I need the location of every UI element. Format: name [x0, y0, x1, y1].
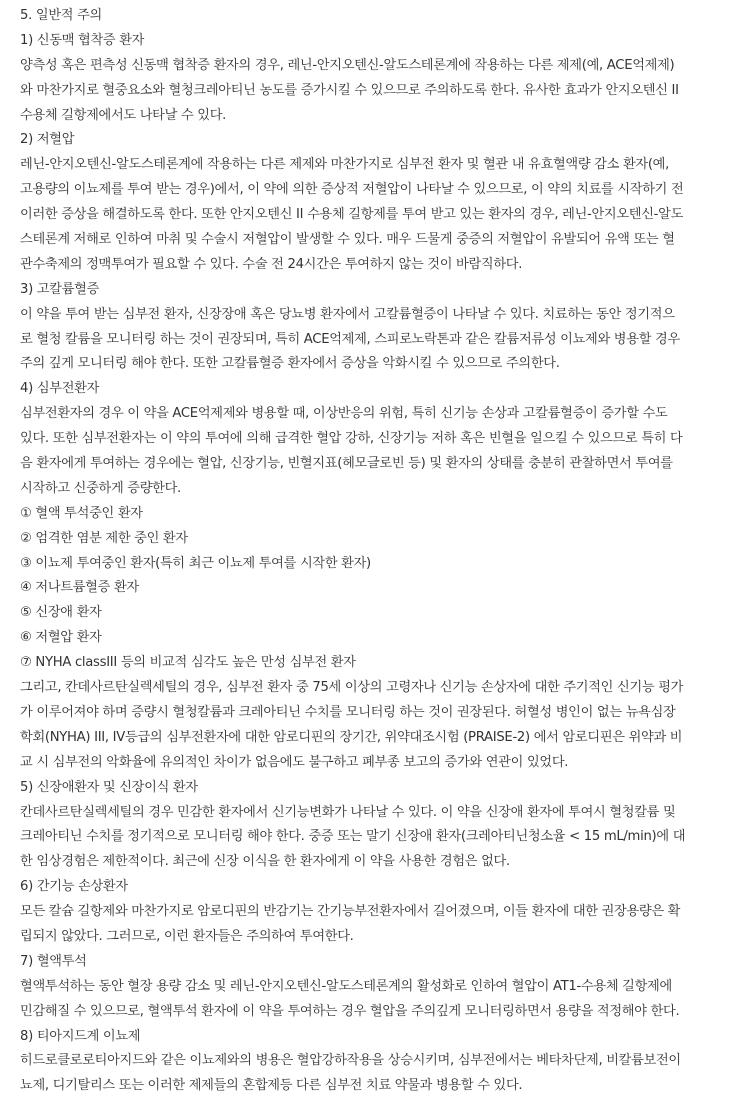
list-item: ① 혈액 투석중인 환자 — [20, 505, 143, 521]
body-text-line: 립되지 않았다. 그러므로, 이런 환자들은 주의하여 투여한다. — [20, 928, 354, 944]
body-text-line: 수용체 길항제에서도 나타날 수 있다. — [20, 107, 227, 123]
body-text-line: 한 임상경험은 제한적이다. 최근에 신장 이식을 한 환자에게 이 약을 사용한 경험은 없다. — [20, 854, 510, 870]
section-heading: 3) 고칼륨혈증 — [20, 281, 100, 297]
section-heading: 5. 일반적 주의 — [20, 8, 102, 23]
list-item: ② 엄격한 염분 제한 중인 환자 — [20, 530, 188, 546]
body-text-line: 있다. 또한 심부전환자는 이 약의 투여에 의해 급격한 혈압 강하, 신장기능 저하 혹은 빈혈을 일으킬 수 있으므로 특히 다 — [20, 431, 683, 447]
body-text-line: 뇨제, 디기탈리스 또는 이러한 제제들의 혼합제등 다른 심부전 치료 약물과 병용할 수 있다. — [20, 1078, 523, 1094]
body-text-line: 학회(NYHA) III, IV등급의 심부전환자에 대한 암로디핀의 장기간, 위약대조시험 (PRAISE-2) 에서 암로디핀은 위약과 비 — [20, 729, 683, 745]
body-text-line: 모든 칼슘 길항제와 마찬가지로 암로디핀의 반감기는 간기능부전환자에서 길어졌으며, 이들 환자에 대한 권장용량은 확 — [20, 904, 681, 920]
body-text-line: 칸데사르탄실렉세틸의 경우 민감한 환자에서 신기능변화가 나타날 수 있다. 이 약을 신장애 환자에 투여시 혈청칼륨 및 — [20, 804, 676, 820]
body-text-line: 이 약을 투여 받는 심부전 환자, 신장장애 혹은 당뇨병 환자에서 고칼륨혈증이 나타날 수 있다. 치료하는 동안 정기적으 — [20, 306, 675, 322]
section-heading: 2) 저혈압 — [20, 132, 75, 148]
list-item: ⑤ 신장애 환자 — [20, 605, 102, 621]
section-heading: 6) 간기능 손상환자 — [20, 879, 128, 895]
list-item: ③ 이뇨제 투여중인 환자(특히 최근 이뇨제 투여를 시작한 환자) — [20, 555, 371, 571]
body-text-line: 민감해질 수 있으므로, 혈액투석 환자에 이 약을 투여하는 경우 혈압을 주의깊게 모니터링하면서 용량을 적정해야 한다. — [20, 1003, 680, 1019]
section-heading: 1) 신동맥 협착증 환자 — [20, 32, 145, 48]
list-item: ⑥ 저혈압 환자 — [20, 630, 102, 646]
section-heading: 5) 신장애환자 및 신장이식 환자 — [20, 779, 198, 795]
body-text-line: 레닌-안지오텐신-알도스테론계에 작용하는 다른 제제와 마찬가지로 심부전 환자 및 혈관 내 유효혈액량 감소 환자(예, — [20, 157, 669, 173]
body-text-line: 교 시 심부전의 악화율에 유의적인 차이가 없음에도 불구하고 폐부종 보고의 증가와 연관이 있었다. — [20, 754, 569, 770]
body-text-line: 주의 깊게 모니터링 해야 한다. 또한 고칼륨혈증 환자에서 증상을 악화시킬 수 있으므로 주의한다. — [20, 356, 560, 372]
section-heading: 7) 혈액투석 — [20, 953, 87, 969]
body-text-line: 시작하고 신중하게 증량한다. — [20, 480, 181, 496]
body-text-line: 심부전환자의 경우 이 약을 ACE억제제와 병용할 때, 이상반응의 위험, 특히 신기능 손상과 고칼륨혈증이 증가할 수도 — [20, 406, 668, 422]
body-text-line: 와 마찬가지로 혈중요소와 혈청크레아티닌 농도를 증가시킬 수 있으므로 주의하도록 한다. 유사한 효과가 안지오텐신 II — [20, 82, 679, 98]
body-text-line: 고용량의 이뇨제를 투여 받는 경우)에서, 이 약에 의한 증상적 저혈압이 나타날 수 있으므로, 이 약의 치료를 시작하기 전 — [20, 182, 684, 198]
body-text-line: 크레아티닌 수치를 정기적으로 모니터링 해야 한다. 중증 또는 말기 신장애 환자(크레아티닌청소율 < 15 mL/min)에 대 — [20, 829, 686, 845]
body-text-line: 이러한 증상을 해결하도록 한다. 또한 안지오텐신 II 수용체 길항제를 투여 받고 있는 환자의 경우, 레닌-안지오텐신-알도 — [20, 207, 684, 223]
body-text-line: 양측성 혹은 편측성 신동맥 협착증 환자의 경우, 레닌-안지오텐신-알도스테론계에 작용하는 다른 제제(예, ACE억제제) — [20, 57, 675, 73]
body-text-line: 음 환자에게 투여하는 경우에는 혈압, 신장기능, 빈혈지표(헤모글로빈 등) 및 환자의 상태를 충분히 관찰하면서 투여를 — [20, 456, 673, 472]
body-text-line: 가 이루어져야 하며 증량시 혈청칼륨과 크레아티닌 수치를 모니터링 하는 것이 권장된다. 허혈성 병인이 없는 뉴욕심장 — [20, 704, 676, 720]
body-text-line: 혈액투석하는 동안 혈장 용량 감소 및 레닌-안지오텐신-알도스테론계의 활성화로 인하여 혈압이 AT1-수용체 길항제에 — [20, 978, 672, 994]
body-text-line: 관수축제의 정맥투여가 필요할 수 있다. 수술 전 24시간은 투여하지 않는 것이 바람직하다. — [20, 256, 523, 272]
section-heading: 8) 티아지드계 이뇨제 — [20, 1028, 141, 1044]
body-text-line: 스테론계 저해로 인하여 마취 및 수술시 저혈압이 발생할 수 있다. 매우 드물게 중증의 저혈압이 유발되어 유액 또는 혈 — [20, 232, 675, 248]
body-text-line: 로 혈청 칼륨을 모니터링 하는 것이 권장되며, 특히 ACE억제제, 스피로노락톤과 같은 칼륨저류성 이뇨제와 병용할 경우 — [20, 331, 680, 347]
section-heading: 4) 심부전환자 — [20, 381, 100, 397]
list-item: ⑦ NYHA classIII 등의 비교적 심각도 높은 만성 심부전 환자 — [20, 655, 356, 671]
list-item: ④ 저나트륨혈증 환자 — [20, 580, 139, 596]
body-text-line: 그리고, 칸데사르탄실렉세틸의 경우, 심부전 환자 중 75세 이상의 고령자나 신기능 손상자에 대한 주기적인 신기능 평가 — [20, 680, 684, 696]
body-text-line: 히드로클로로티아지드와 같은 이뇨제와의 병용은 혈압강하작용을 상승시키며, 심부전에서는 베타차단제, 비칼륨보전이 — [20, 1053, 681, 1069]
